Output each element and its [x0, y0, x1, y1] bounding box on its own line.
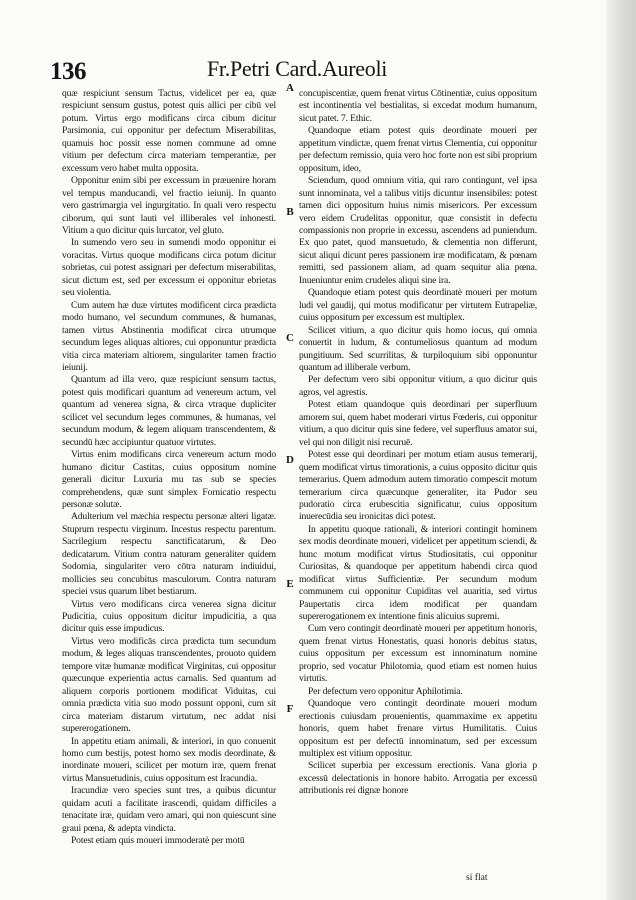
paragraph: Opponitur enim sibi per excessum in præuenire horam vel tempus manducandi, vel fractio ieiunij. In quanto vero gastrimargia vel ingurgitatio. In quali vero respectu ciborum, qui sunt lauti vel illiberales vel inhonesti. Vitium a quo dicitur quis lurcator, vel gluto. — [62, 175, 276, 236]
margin-marker-c: C — [286, 332, 294, 344]
paragraph: Virtus vero modificās circa prædicta tum secundum modum, & leges aliquas transcendentes, prouoto quidem tempore vitæ humanæ modificat Virginitas, cui oppositur quæcunque experientia actus carnalis. Sed quantum ad aliquem corporis portionem modificat Viduitas, cui omnia prædicta vitia suo modo possunt opponi, cum sit circa materiam distarum virtutum, nec addat nisi supererogationem. — [62, 635, 276, 735]
paragraph: Cum vero contingit deordinatè moueri per appetitum honoris, quem frenat virtus Honestatis, quasi honoris debitus status, cuius oppositum per excessum est innominatum nomine proprio, sed vocatur Philotomia, quod etiam est nomen huius virtutis. — [299, 623, 537, 685]
paragraph: Adulterium vel mæchia respectu personæ alteri ligatæ. Stuprum respectu virginum. Incestus respectu parentum. Sacrilegium respectu sanctificatarum, & Deo dedicatarum. Vitium contra naturam generaliter quidem Sodomia, singulariter vero cōtra naturam indiuidui, mollicies seu concubitus masculorum. Contra naturam speciei vsus quarum libet bestiarum. — [62, 511, 276, 598]
left-column — [62, 88, 276, 848]
margin-marker-a: A — [286, 82, 294, 94]
paragraph: In appetitu quoque rationali, & interiori contingit hominem sex modis deordinate moueri, videlicet per appetitum sciendi, & hunc motum modificat virtus Studiositatis, cui opponitur Curiositas, & quandoque per appetitum habendi circa quod modificat virtus Sufficientiæ. Per secundum modum communem cui opponitur Cupiditas vel auaritia, sed virtus Paupertatis circa idem modificat per quandam supererogationem ex intentione finis alicuius supremi. — [299, 523, 537, 623]
margin-marker-d: D — [286, 454, 294, 466]
margin-marker-b: B — [286, 206, 294, 218]
paragraph: concupiscentiæ, quem frenat virtus Cōtinentiæ, cuius oppositum est incontinentia vel bestialitas, si excedat modum humanum, sicut patet. 7. Ethic. — [299, 88, 537, 124]
paragraph: Potest etiam quandoque quis deordinari per superfluum amorem sui, quem habet moderari virtus Fœderis, cui opponitur vitium, a quo dicitur quis sine federe, vel superfluus amator sui, vel qui non diligit nisi recuruē. — [299, 399, 537, 448]
paragraph: Scilicet superbia per excessum erectionis. Vana gloria p excessū delectationis in honore habito. Arrogatia per excessū attributionis rei dignæ honore — [299, 760, 537, 797]
page-number: 136 — [50, 58, 86, 85]
paragraph: Scilicet vitium, a quo dicitur quis homo iocus, qui omnia conuertit in ludum, & contumeliosus quantum ad modum pungitiuum. Sed scurrilitas, & turpiloquium sibi opponuntur quantum ad illiberale verbum. — [299, 324, 537, 373]
paragraph: Quandoque etiam potest quis deordinate moueri per appetitum vindictæ, quem frenat virtus Clementia, cui opponitur per defectum remissio, quia vero hoc forte non est sibi proprium oppositum, ideo, — [299, 125, 537, 174]
paragraph: Per defectum vero opponitur Aphilotimia. — [308, 685, 463, 697]
right-column — [299, 88, 537, 798]
paragraph: Iracundiæ vero species sunt tres, a quibus dicuntur quidam acuti a facilitate irascendi, quidam difficiles a tenacitate iræ, quidam vero amari, qui non quiescunt sine graui pœna, & adepta vindicta. — [62, 785, 276, 834]
paragraph: Virtus enim modificans circa venereum actum modo humano dicitur Castitas, cuius oppositum nomine generali dicitur Luxuria mu tas sub se species comprehendens, quæ sunt simplex Fornicatio respectu personæ solutæ. — [62, 449, 276, 510]
paragraph: Sciendum, quod omnium vitia, qui raro contingunt, vel ipsa sunt innominata, vel a talibus vitijs dicuntur insensibiles: potest tamen dici oppositum huius nimis misericors. Per excessum vero eidem Crudelitas opponitur, quæ consistit in defectu compassionis non proprie in excessu, ascendens ad puniendum. Ex quo patet, quod mansuetudo, & clementia non differunt, sicut aliqui dicunt peres passionem iræ modificatam, & pœnam remitti, sed passionem aliam, ad quam sequitur alia pœna. Inueniuntur enim crudeles aliqui sine ira. — [299, 175, 537, 286]
running-head: Fr.Petri Card.Aureoli — [207, 56, 388, 81]
scan-edge-shadow — [606, 0, 636, 900]
paragraph: In appetitu etiam animali, & interiori, in quo conuenit homo cum bestijs, potest homo sex modis deordinate, & inordinate moueri, scilicet per motum iræ, quem frenat virtus Mansuetudinis, cuius oppositum est Iracundia. — [62, 735, 276, 784]
margin-markers — [281, 0, 299, 900]
paragraph: Potest esse qui deordinari per motum etiam ausus temerarij, quem modificat virtus timorationis, a cuius opposito dicitur quis temerarius. Quem admodum autem timoratio compescit motum temerarium circa quæcunque generaliter, ita Pudor seu pudoratio circa erubescitia significatur, cuius oppositum inuerecūdia seu ironicitas dici potest. — [299, 449, 537, 523]
paragraph: Per defectum vero sibi opponitur vitium, a quo dicitur quis agros, vel agrestis. — [299, 374, 537, 398]
paragraph: Quantum ad illa vero, quæ respiciunt sensum tactus, potest quis modificari quantum ad venereum actum, vel quantum ad venerea signa, & circa vtraque dupliciter scilicet vel secundum leges communes, & humanas, vel secundum modum, & legem aliquam transcendentem, & secundū hæc accipiuntur quatuor virtutes. — [62, 374, 276, 448]
paragraph: Quandoque vero contingit deordinate moueri modum erectionis cuiusdam prouenientis, quammaxime ex appetitu honoris, quem habet frenare virtus Humilitatis. Cuius oppositum est per defectū innominatum, sed per excessum multiplex est vitium oppositur. — [299, 698, 537, 760]
margin-marker-e: E — [286, 578, 294, 590]
paragraph: Potest etiam quis moueri immoderatè per motū — [71, 835, 245, 847]
margin-marker-f: F — [286, 703, 294, 715]
paragraph: Virtus vero modificans circa venerea signa dicitur Pudicitia, cuius oppositum dicitur impudicitia, a qua dicitur quis esse impudicus. — [62, 598, 276, 635]
paragraph: Quandoque etiam potest quis deordinatè moueri per motum ludi vel gaudij, qui motus modificatur per virtutem Eutrapeliæ, cuius oppositum per excessum est multiplex. — [299, 287, 537, 324]
paragraph: quæ respiciunt sensum Tactus, videlicet per ea, quæ respiciunt sensum gustus, potest quis allici per cibū vel potum. Virtus ergo modificans circa cibum dicitur Parsimonia, cui opponitur per defectum Miserabilitas, quamuis hoc possit esse nomen commune ad omne vitium per defectum circa materiam temperantiæ, per excessum vero habet multa opposita. — [62, 88, 276, 174]
catchword: si flat — [466, 872, 488, 883]
paragraph: Cum autem hæ duæ virtutes modificent circa prædicta modo humano, vel secundum communes, & humanas, tamen virtus Abstinentia modificat circa utrumque secundum leges aliquas altiores, cui opponuntur prædicta vitia circa materiam altiorem, singulariter tamen fractio ieiunij. — [62, 299, 276, 373]
paragraph: In sumendo vero seu in sumendi modo opponitur ei voracitas. Virtus quoque modificans circa potum dicitur sobrietas, cui potest assignari per defectum miserabilitas, sicut dictum est, sed per excessum ei opponitur ebrietas seu violentia. — [62, 237, 276, 299]
